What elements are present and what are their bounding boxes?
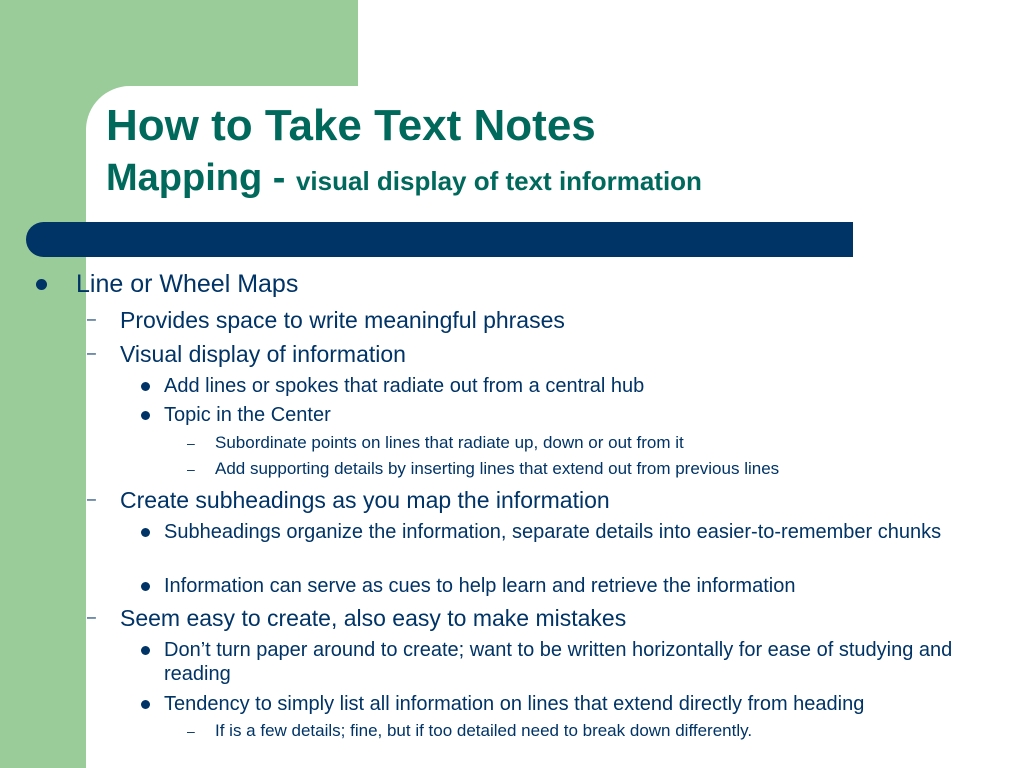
bullet-item	[164, 403, 984, 427]
bullet-dot-icon	[36, 279, 47, 290]
bullet-item	[164, 692, 984, 716]
bullet-item	[164, 638, 984, 686]
dash-icon: –	[87, 609, 96, 626]
bullet-text: Don’t turn paper around to create; want to be written horizontally for ease of studying and reading	[164, 639, 953, 685]
bullet-dot-icon	[141, 646, 150, 655]
bullet-item	[187, 432, 684, 454]
bullet-item	[87, 604, 627, 632]
bullet-item	[76, 269, 298, 299]
bullet-text: Add supporting details by inserting lines that extend out from previous lines	[215, 459, 780, 478]
bullet-dot-icon	[141, 528, 150, 537]
dash-icon: –	[87, 311, 96, 328]
bullet-text: Topic in the Center	[164, 404, 331, 426]
bullet-item	[87, 306, 565, 334]
bullet-item	[87, 486, 610, 514]
bullet-item	[164, 574, 984, 598]
bullet-text: Information can serve as cues to help learn and retrieve the information	[164, 575, 796, 597]
slide-subtitle	[106, 156, 702, 205]
dash-icon: –	[87, 345, 96, 362]
bullet-dot-icon	[141, 411, 150, 420]
bullet-text: If is a few details; fine, but if too detailed need to break down differently.	[215, 721, 753, 740]
bullet-text: Add lines or spokes that radiate out from a central hub	[164, 375, 645, 397]
bullet-text: Seem easy to create, also easy to make mistakes	[120, 605, 627, 631]
bullet-text: Visual display of information	[120, 341, 406, 367]
subtitle-mapping: Mapping -	[106, 157, 296, 199]
title-divider-bar	[26, 222, 853, 257]
subtitle-description: visual display of text information	[295, 166, 702, 196]
bullet-text: Create subheadings as you map the information	[120, 487, 610, 513]
dash-icon: –	[87, 491, 96, 508]
bullet-item	[187, 458, 780, 480]
bullet-text: Tendency to simply list all information on lines that extend directly from heading	[164, 693, 865, 715]
bullet-item	[164, 520, 984, 544]
bullet-item	[87, 340, 406, 368]
bullet-dot-icon	[141, 582, 150, 591]
bullet-item	[187, 720, 753, 742]
bullet-text: Subordinate points on lines that radiate up, down or out from it	[215, 433, 684, 452]
bullet-item	[164, 374, 984, 398]
dash-icon: –	[187, 435, 195, 451]
bullet-text: Provides space to write meaningful phrases	[120, 307, 565, 333]
bullet-text: Subheadings organize the information, separate details into easier-to-remember chunks	[164, 521, 942, 543]
bullet-dot-icon	[141, 382, 150, 391]
slide-title: How to Take Text Notes	[106, 101, 596, 150]
dash-icon: –	[187, 723, 195, 739]
bullet-dot-icon	[141, 700, 150, 709]
dash-icon: –	[187, 461, 195, 477]
bullet-text: Line or Wheel Maps	[76, 270, 299, 298]
